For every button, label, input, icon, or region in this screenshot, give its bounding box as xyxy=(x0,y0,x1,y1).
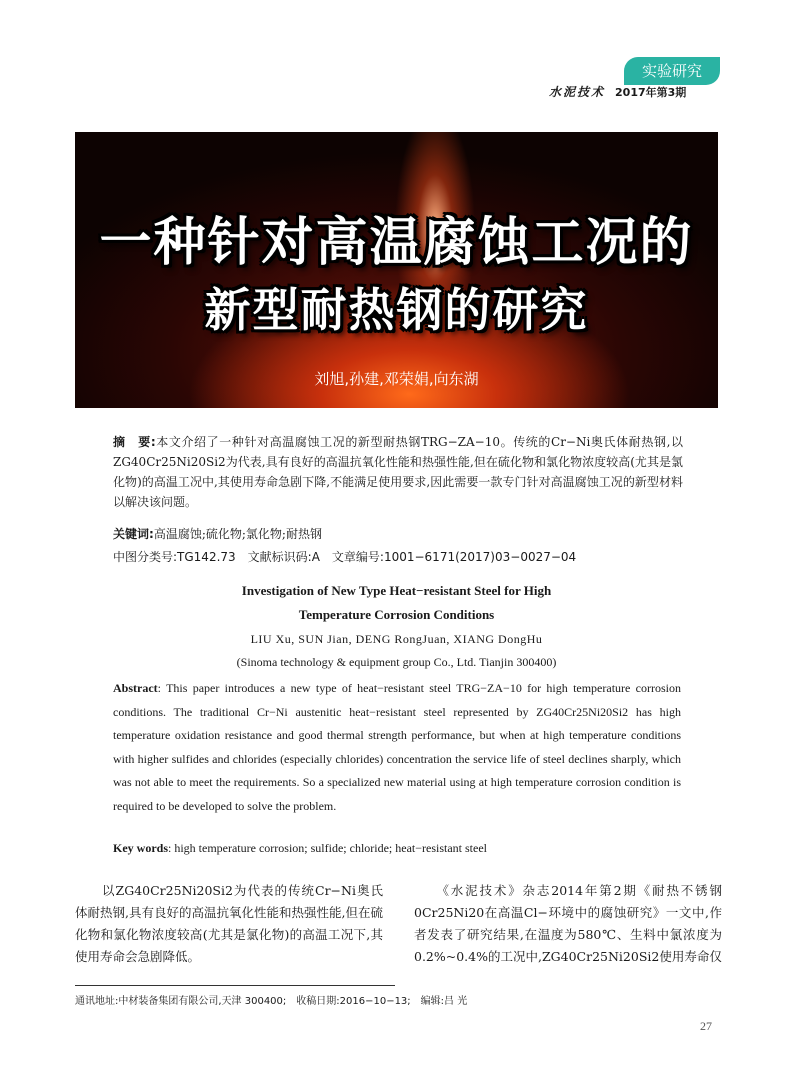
journal-issue: 2017年第3期 xyxy=(615,86,687,99)
journal-name: 水泥技术 xyxy=(549,85,606,99)
page-number: 27 xyxy=(700,1019,712,1033)
chinese-keywords xyxy=(113,524,683,544)
article-title-line2: 新型耐热钢的研究 xyxy=(204,283,589,337)
body-right-column: 《水泥技术》杂志2014年第2期《耐热不锈钢0Cr25Ni20在高温Cl−环境中的腐蚀研究》一文中,作者发表了研究结果,在温度为580℃、生料中氯浓度为0.2%~0.4%的工况中,ZG40Cr25Ni20Si2使用寿命仅 xyxy=(414,883,722,964)
chinese-abstract xyxy=(113,432,683,512)
chinese-abstract-text: 本文介绍了一种针对高温腐蚀工况的新型耐热钢TRG−ZA−10。传统的Cr−Ni奥氏体耐热钢,以ZG40Cr25Ni20Si2为代表,具有良好的高温抗氧化性能和热强性能,但在硫化物和氯化物浓度较高(尤其是氯化物)的高温工况中,其使用寿命急剧下降,不能满足使用要求,因此需要一款专门针对高温腐蚀工况的新型材料以解决该问题。 xyxy=(113,435,683,509)
section-tag: 实验研究 xyxy=(624,57,720,85)
chinese-abstract-label: 摘 要: xyxy=(113,435,156,449)
footnote-rule xyxy=(75,985,395,986)
chinese-keywords-text: 高温腐蚀;硫化物;氯化物;耐热钢 xyxy=(153,527,322,541)
english-abstract xyxy=(113,677,681,818)
article-title-line1: 一种针对高温腐蚀工况的 xyxy=(99,213,694,273)
english-keywords-label: Key words xyxy=(113,841,168,855)
classification-line: 中图分类号:TG142.73 文献标识码:A 文章编号:1001−6171(2017)03−0027−04 xyxy=(113,550,577,564)
english-keywords-text: : high temperature corrosion; sulfide; chloride; heat−resistant steel xyxy=(168,841,488,855)
english-title-line1: Investigation of New Type Heat−resistant Steel for High xyxy=(241,583,552,598)
footnote: 通讯地址:中材装备集团有限公司,天津 300400; 收稿日期:2016−10−13; 编辑:吕 光 xyxy=(75,996,468,1007)
english-abstract-text: : This paper introduces a new type of heat−resistant steel TRG−ZA−10 for high temperature corrosion conditions. The traditional Cr−Ni austenitic heat−resistant steel represented by ZG40Cr25Ni20Si2 has high temperature oxidation resistance and good thermal strength performance, but when at high temperature conditions with higher sulfides and chlorides (especially chlorides) concentration the service life of steel declines sharply, which was not able to meet the requirements. So a specialized new material using at high temperature corrosion condition is required to be developed to solve the problem. xyxy=(113,681,681,813)
english-affiliation: (Sinoma technology & equipment group Co., Ltd. Tianjin 300400) xyxy=(236,655,557,669)
english-abstract-label: Abstract xyxy=(113,681,158,695)
title-banner xyxy=(75,132,718,408)
english-authors: LIU Xu, SUN Jian, DENG RongJuan, XIANG DongHu xyxy=(250,632,543,646)
article-authors: 刘旭,孙建,邓荣娟,向东湖 xyxy=(314,370,479,388)
english-keywords xyxy=(113,841,681,856)
body-left-column: 以ZG40Cr25Ni20Si2为代表的传统Cr−Ni奥氏体耐热钢,具有良好的高温抗氧化性能和热强性能,但在硫化物和氯化物浓度较高(尤其是氯化物)的高温工况下,其使用寿命会急剧降低。 xyxy=(75,883,383,964)
english-title-line2: Temperature Corrosion Conditions xyxy=(298,607,495,622)
chinese-keywords-label: 关键词: xyxy=(113,527,154,541)
journal-header xyxy=(549,83,686,100)
